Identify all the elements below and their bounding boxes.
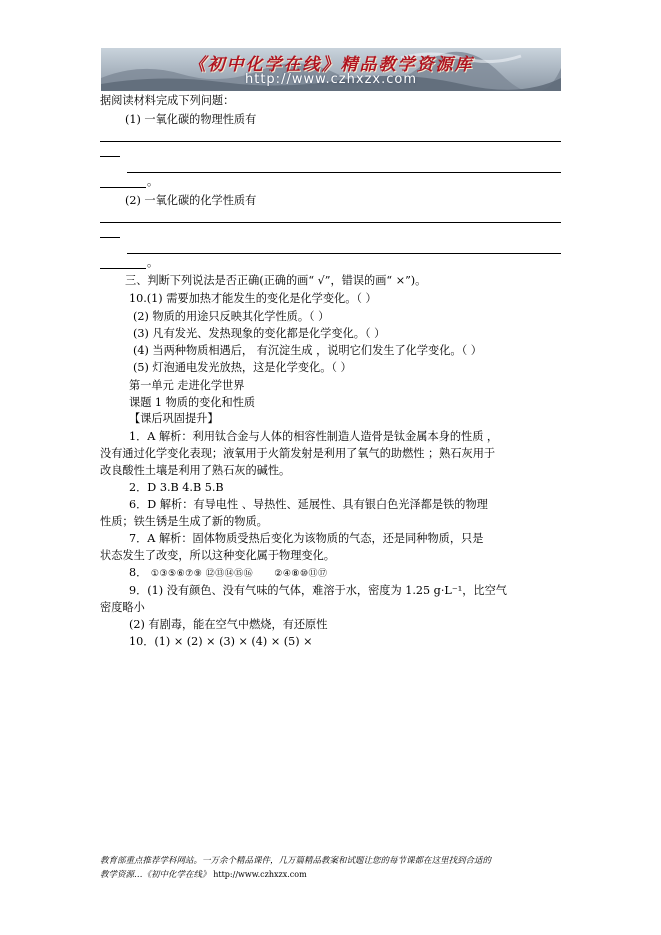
review-heading: 【课后巩固提升】: [129, 412, 219, 425]
answer-8: [129, 565, 328, 582]
answer-line[interactable]: [100, 141, 561, 142]
judge-item: 10.(1) 需要加热才能发生的变化是化学变化。（ ）: [129, 292, 377, 305]
unit-title: 第一单元 走进化学世界: [129, 379, 245, 392]
judge-item: (2) 物质的用途只反映其化学性质。（ ）: [133, 310, 330, 323]
answer-text: 6．D 解析：有导电性 、导热性、延展性、具有银白色光泽都是铁的物理: [129, 498, 488, 511]
answer-8-set-2: ②④⑧⑩⑪⑰: [274, 569, 328, 579]
banner-link[interactable]: http://www.czhxzx.com: [245, 72, 417, 87]
question-1: (1) 一氧化碳的物理性质有: [125, 113, 257, 126]
answer-line[interactable]: [100, 268, 146, 269]
footer-line-2: [100, 868, 570, 882]
answer-line[interactable]: [127, 253, 561, 254]
answer-line[interactable]: [100, 222, 561, 223]
banner-title: 《初中化学在线》精品教学资源库: [188, 55, 474, 75]
answer-8-label: 8．: [129, 566, 148, 579]
footer-line-2-text: 教学资源…《初中化学在线》: [100, 870, 211, 880]
answer-text: (2) 有剧毒，能在空气中燃烧，有还原性: [129, 618, 328, 631]
answer-text: 密度略小: [100, 601, 145, 614]
footer-line-1: 教育部重点推荐学科网站。一万余个精品课件，几万篇精品教案和试题让您的每节课都在这里找到合适的: [100, 856, 492, 866]
answer-8-set-1: ①③⑤⑥⑦⑨ ⑫⑬⑭⑮⑯: [150, 569, 254, 579]
judge-item: (3) 凡有发光、发热现象的变化都是化学变化。（ ）: [133, 327, 386, 340]
judge-item: (5) 灯泡通电发光放热，这是化学变化。（ ）: [133, 361, 352, 374]
answer-text: 7．A 解析：固体物质受热后变化为该物质的气态，还是同种物质，只是: [129, 532, 484, 545]
answer-text: 性质；铁生锈是生成了新的物质。: [100, 515, 268, 528]
question-2-end: 。: [147, 256, 159, 269]
section-heading: 三、判断下列说法是否正确(正确的画“ √”，错误的画“ ×”)。: [125, 274, 427, 287]
answer-text: 9．(1) 没有颜色、没有气味的气体，难溶于水，密度为 1.25 g·L⁻¹，比空气: [129, 584, 507, 597]
answer-text: 没有通过化学变化表现；液氧用于火箭发射是利用了氧气的助燃性 ；熟石灰用于: [100, 447, 496, 460]
answer-text: 10．(1) × (2) × (3) × (4) × (5) ×: [129, 635, 313, 648]
page-footer: [100, 854, 570, 882]
question-2: (2) 一氧化碳的化学性质有: [125, 194, 257, 207]
intro-text: 据阅读材料完成下列问题：: [100, 94, 235, 107]
header-banner: [101, 48, 561, 91]
lesson-title: 课题 1 物质的变化和性质: [129, 396, 256, 409]
answer-text: 改良酸性土壤是利用了熟石灰的碱性。: [100, 464, 291, 477]
answer-line[interactable]: [100, 237, 120, 238]
answer-line[interactable]: [127, 172, 561, 173]
question-1-end: 。: [147, 175, 159, 188]
answer-line[interactable]: [100, 187, 146, 188]
judge-item: (4) 当两种物质相遇后， 有沉淀生成 ，说明它们发生了化学变化。（ ）: [133, 344, 482, 357]
answer-line[interactable]: [100, 156, 120, 157]
answer-text: 1．A 解析：利用钛合金与人体的相容性制造人造骨是钛金属本身的性质 ，: [129, 430, 499, 443]
answer-text: 2．D 3.B 4.B 5.B: [129, 481, 224, 494]
answer-text: 状态发生了改变，所以这种变化属于物理变化。: [100, 549, 335, 562]
footer-link[interactable]: http://www.czhxzx.com: [213, 870, 307, 879]
